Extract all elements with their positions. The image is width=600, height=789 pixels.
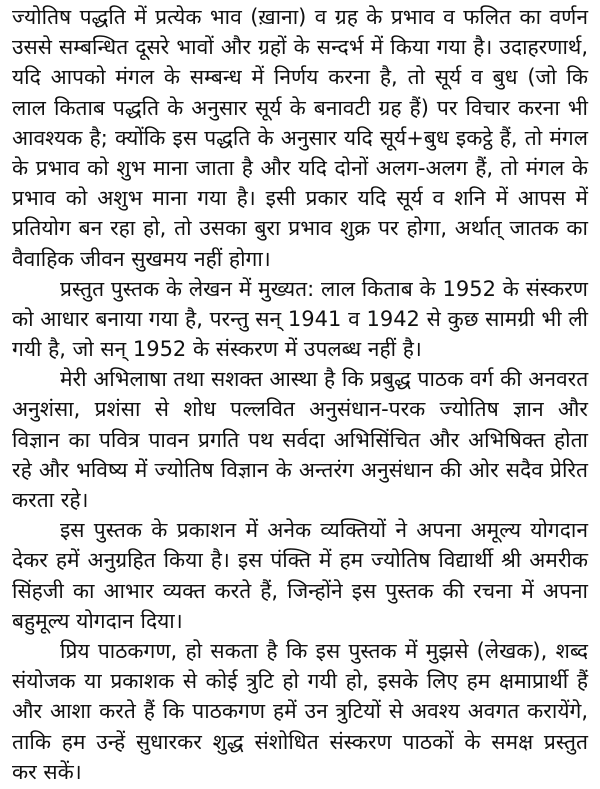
paragraph: [12, 2, 588, 274]
text-line: मेरी अभिलाषा तथा सशक्त आस्था है कि प्रबुद्ध पाठक वर्ग की अनवरत: [60, 367, 589, 392]
text-line: के प्रभाव को शुभ माना जाता है और यदि दोनों अलग-अलग हैं, तो मंगल के: [12, 155, 588, 180]
text-line: आवश्यक है; क्योंकि इस पद्धति के अनुसार यदि सूर्य+बुध इकट्ठे हैं, तो मंगल: [12, 125, 588, 150]
text-line: ज्योतिष पद्धति में प्रत्येक भाव (ख़ाना) व ग्रह के प्रभाव व फलित का वर्णन: [12, 5, 588, 29]
text-line: यदि आपको मंगल के सम्बन्ध में निर्णय करना है, तो सूर्य व बुध (जो कि: [12, 65, 588, 90]
text-line: अनुशंसा, प्रशंसा से शोध पल्लवित अनुसंधान-परक ज्योतिष ज्ञान और: [12, 397, 588, 422]
text-line: को आधार बनाया गया है, परन्तु सन् 1941 व 1942 से कुछ सामग्री भी ली: [12, 306, 588, 331]
text-line: इस पुस्तक के प्रकाशन में अनेक व्यक्तियों ने अपना अमूल्य योगदान: [60, 518, 588, 543]
text-line: सिंहजी का आभार व्यक्त करते हैं, जिन्होंने इस पुस्तक की रचना में अपना: [12, 578, 588, 603]
text-line: कर सकें।: [12, 759, 82, 784]
text-line: विज्ञान का पवित्र पावन प्रगति पथ सर्वदा अभिसिंचित और अभिषिक्त होता: [12, 427, 588, 452]
text-line: देकर हमें अनुग्रहित किया है। इस पंक्ति में हम ज्योतिष विद्यार्थी श्री अमरीक: [12, 548, 588, 573]
paragraph: [12, 636, 588, 787]
text-line: करता रहे।: [12, 488, 89, 512]
text-line: बहुमूल्य योगदान दिया।: [12, 608, 183, 633]
paragraph: [12, 515, 588, 636]
text-line: संयोजक या प्रकाशक से कोई त्रुटि हो गयी हो, इसके लिए हम क्षमाप्रार्थी हैं: [12, 669, 588, 694]
text-line: प्रतियोग बन रहा हो, तो उसका बुरा प्रभाव शुक्र पर होगा, अर्थात् जातक का: [12, 216, 588, 241]
text-line: उससे सम्बन्धित दूसरे भावों और ग्रहों के सन्दर्भ में किया गया है। उदाहरणार्थ,: [12, 35, 588, 60]
text-line: प्रिय पाठकगण, हो सकता है कि इस पुस्तक में मुझसे (लेखक), शब्द: [60, 638, 588, 663]
text-line: और आशा करते हैं कि पाठकगण हमें उन त्रुटियों से अवश्य अवगत करायेंगे,: [12, 699, 588, 724]
text-line: प्रस्तुत पुस्तक के लेखन में मुख्यत: लाल किताब के 1952 के संस्करण: [60, 276, 588, 301]
paragraph: [12, 274, 588, 365]
text-line: ताकि हम उन्हें सुधारकर शुद्ध संशोधित संस्करण पाठकों के समक्ष प्रस्तुत: [12, 729, 588, 754]
text-line: गयी है, जो सन् 1952 के संस्करण में उपलब्ध नहीं है।: [12, 337, 422, 362]
text-line: लाल किताब पद्धति के अनुसार सूर्य के बनावटी ग्रह हैं) पर विचार करना भी: [12, 95, 588, 120]
paragraph: [12, 364, 588, 515]
text-line: वैवाहिक जीवन सुखमय नहीं होगा।: [12, 246, 271, 271]
text-line: रहे और भविष्य में ज्योतिष विज्ञान के अन्तरंग अनुसंधान की ओर सदैव प्रेरित: [12, 457, 588, 482]
text-line: प्रभाव को अशुभ माना गया है। इसी प्रकार यदि सूर्य व शनि में आपस में: [12, 186, 588, 211]
